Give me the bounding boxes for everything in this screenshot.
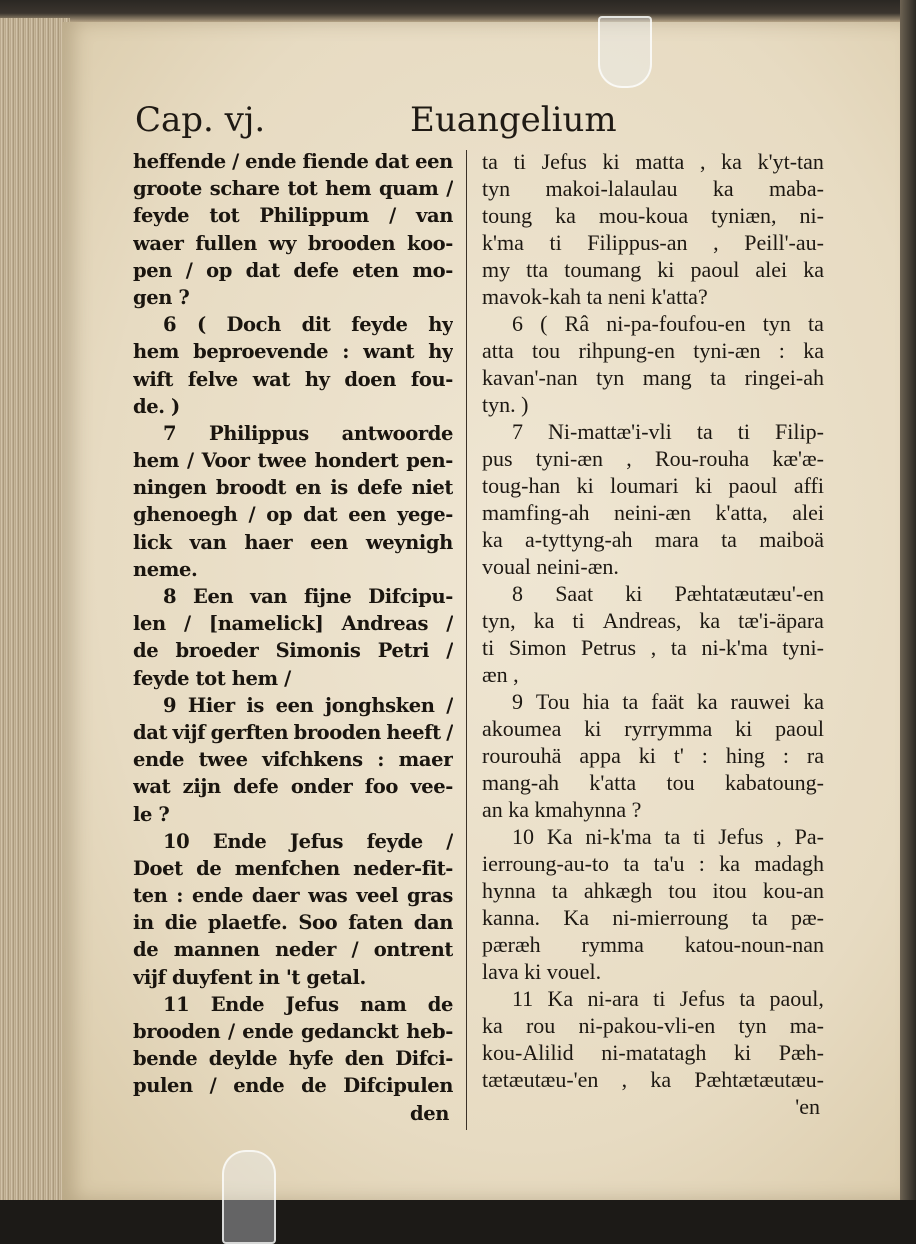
formosan-text-line: mang-ah k'atta tou kabatoung- bbox=[482, 770, 824, 795]
dutch-text-line: hem / Voor twee hondert pen- bbox=[133, 449, 453, 473]
formosan-text-line: ka rou ni-pakou-vli-en tyn ma- bbox=[482, 1013, 824, 1038]
chapter-heading: Cap. vj. bbox=[135, 100, 266, 140]
formosan-text-line: hynna ta ahkægh tou itou kou-an bbox=[482, 878, 824, 903]
dutch-text-line: lick van haer een weynigh bbox=[133, 530, 453, 554]
formosan-text-line: mavok-kah ta neni k'atta? bbox=[482, 284, 708, 309]
dutch-text-line: de broeder Simonis Petri / bbox=[133, 639, 453, 663]
dutch-text-line: waer fullen wy brooden koo- bbox=[133, 231, 453, 255]
formosan-text-line: kavan'-nan tyn mang ta ringei-ah bbox=[482, 365, 824, 390]
dutch-text-line: pen / op dat defe eten mo- bbox=[133, 258, 453, 282]
dutch-text-line: Doet de menfchen neder-fit- bbox=[133, 856, 453, 880]
formosan-text-line: atta tou rihpung-en tyni-æn : ka bbox=[482, 338, 824, 363]
formosan-text-line: my tta toumang ki paoul alei ka bbox=[482, 257, 824, 282]
formosan-text-line: 7 Ni-mattæ'i-vli ta ti Filip- bbox=[512, 419, 824, 444]
dutch-text-line: neme. bbox=[133, 557, 198, 581]
formosan-text-line: pus tyni-æn , Rou-rouha kæ'æ- bbox=[482, 446, 824, 471]
dutch-text-line: groote schare tot hem quam / bbox=[133, 177, 453, 201]
column-divider bbox=[466, 150, 467, 1130]
binding-top bbox=[0, 0, 916, 22]
dutch-text-line: ningen broodt en is defe niet bbox=[133, 476, 453, 500]
dutch-text-line: feyde tot Philippum / van bbox=[133, 204, 453, 228]
formosan-text-line: ti Simon Petrus , ta ni-k'ma tyni- bbox=[482, 635, 824, 660]
right-binding-edge bbox=[900, 0, 916, 1200]
formosan-text-line: k'ma ti Filippus-an , Peill'-au- bbox=[482, 230, 824, 255]
formosan-text-line: 10 Ka ni-k'ma ta ti Jefus , Pa- bbox=[512, 824, 824, 849]
book-title-heading: Euangelium bbox=[410, 100, 617, 140]
dutch-text-line: bende deylde hyfe den Difci- bbox=[133, 1047, 453, 1071]
formosan-text-line: ka a-tyttyng-ah mara ta maiboä bbox=[482, 527, 824, 552]
page-edges bbox=[0, 18, 70, 1200]
formosan-text-line: toug-han ki loumari ki paoul affi bbox=[482, 473, 824, 498]
dutch-text-line: de mannen neder / ontrent bbox=[133, 938, 453, 962]
formosan-text-line: akoumea ki ryrrymma ki paoul bbox=[482, 716, 824, 741]
dutch-text-line: de. ) bbox=[133, 394, 180, 418]
formosan-text-line: 8 Saat ki Pæhtatæutæu'-en bbox=[512, 581, 824, 606]
dutch-text-line: dat vijf gerften brooden heeft / bbox=[133, 720, 453, 744]
dutch-text-line: ende twee vifchkens : maer bbox=[133, 748, 453, 772]
formosan-text-line: pæræh rymma katou-noun-nan bbox=[482, 932, 824, 957]
formosan-text-line: kanna. Ka ni-mierroung ta pæ- bbox=[482, 905, 824, 930]
formosan-text-line: mamfing-ah neini-æn k'atta, alei bbox=[482, 500, 824, 525]
dutch-text-line: wat zijn defe onder foo vee- bbox=[133, 775, 453, 799]
dutch-text-line: feyde tot hem / bbox=[133, 666, 291, 690]
dutch-text-line: vijf duyfent in 't getal. bbox=[133, 965, 366, 989]
bottom-page-clip bbox=[222, 1150, 276, 1244]
formosan-text-line: ta ti Jefus ki matta , ka k'yt-tan bbox=[482, 149, 824, 174]
dutch-text-line: brooden / ende gedanckt heb- bbox=[133, 1020, 453, 1043]
dutch-text-line: den bbox=[409, 1101, 449, 1125]
dutch-text-column bbox=[133, 148, 453, 1127]
formosan-text-line: 11 Ka ni-ara ti Jefus ta paoul, bbox=[512, 986, 824, 1011]
dutch-text-line: 8 Een van fijne Difcipu- bbox=[163, 585, 453, 608]
formosan-text-line: rourouhä appa ki t' : hing : ra bbox=[482, 743, 824, 768]
formosan-text-line: 9 Tou hia ta faät ka rauwei ka bbox=[512, 689, 824, 714]
formosan-text-column bbox=[482, 148, 824, 1120]
top-page-clip bbox=[598, 16, 652, 88]
formosan-text-line: 6 ( Râ ni-pa-foufou-en tyn ta bbox=[512, 311, 824, 336]
formosan-text-line: æn , bbox=[482, 662, 519, 687]
formosan-text-line: ierroung-au-to ta ta'u : ka madagh bbox=[482, 851, 824, 876]
formosan-text-line: 'en bbox=[795, 1094, 820, 1119]
formosan-text-line: voual neini-æn. bbox=[482, 554, 619, 579]
dutch-text-line: le ? bbox=[133, 802, 170, 826]
dutch-text-line: 9 Hier is een jonghsken / bbox=[163, 693, 453, 717]
dutch-text-line: 7 Philippus antwoorde bbox=[163, 421, 453, 445]
dutch-text-line: len / [namelick] Andreas / bbox=[133, 612, 453, 636]
formosan-text-line: tyn. ) bbox=[482, 392, 529, 417]
dutch-text-line: 6 ( Doch dit feyde hy bbox=[163, 313, 453, 337]
dutch-text-line: heffende / ende fiende dat een bbox=[133, 150, 453, 173]
formosan-text-line: tætæutæu-'en , ka Pæhtætæutæu- bbox=[482, 1067, 824, 1092]
formosan-text-line: kou-Alilid ni-matatagh ki Pæh- bbox=[482, 1040, 824, 1065]
dutch-text-line: 10 Ende Jefus feyde / bbox=[163, 829, 453, 853]
dutch-text-line: ghenoegh / op dat een yege- bbox=[133, 503, 453, 527]
dutch-text-line: in die plaetfe. Soo faten dan bbox=[133, 911, 453, 935]
dutch-text-line: hem beproevende : want hy bbox=[133, 340, 453, 364]
formosan-text-line: an ka kmahynna ? bbox=[482, 797, 642, 822]
formosan-text-line: toung ka mou-koua tyniæn, ni- bbox=[482, 203, 824, 228]
dutch-text-line: gen ? bbox=[133, 285, 190, 309]
formosan-text-line: tyn makoi-lalaulau ka maba- bbox=[482, 176, 824, 201]
dutch-text-line: 11 Ende Jefus nam de bbox=[163, 992, 453, 1016]
dutch-text-line: wift felve wat hy doen fou- bbox=[133, 367, 453, 391]
dutch-text-line: pulen / ende de Difcipulen bbox=[133, 1074, 453, 1098]
dutch-text-line: ten : ende daer was veel gras bbox=[133, 884, 453, 908]
formosan-text-line: lava ki vouel. bbox=[482, 959, 602, 984]
formosan-text-line: tyn, ka ti Andreas, ka tæ'i-äpara bbox=[482, 608, 824, 633]
